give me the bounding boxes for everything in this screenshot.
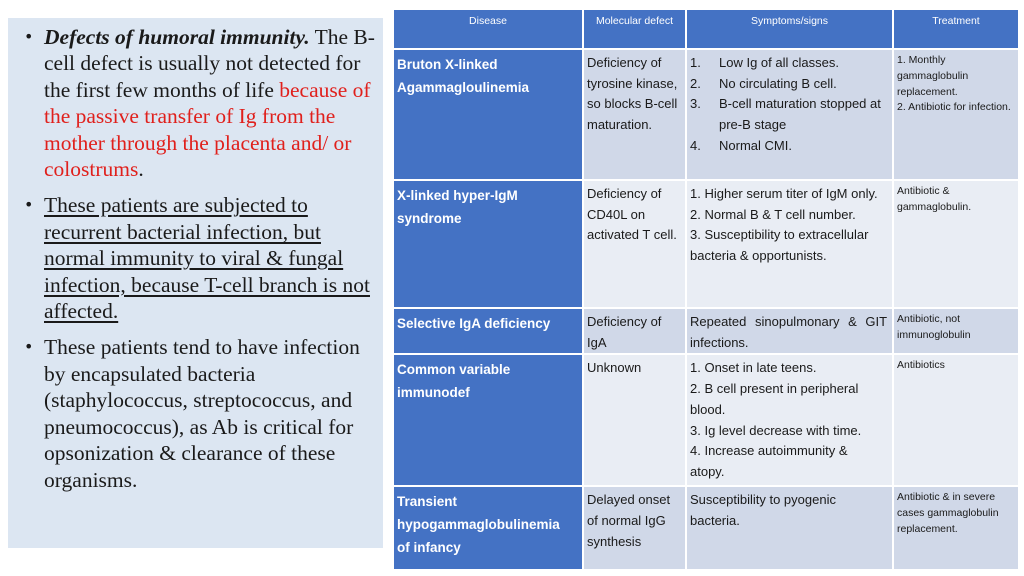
symptom-line: infections. xyxy=(690,334,749,350)
symptom-item: pre-B stage xyxy=(719,117,787,133)
symptoms-cell xyxy=(686,308,893,354)
bullet-encapsulated-bacteria xyxy=(18,334,375,492)
disease-line: Selective IgA deficiency xyxy=(397,316,551,331)
table-row xyxy=(393,49,1019,180)
bullet-icon: • xyxy=(24,337,34,357)
disease-cell xyxy=(393,354,583,486)
treatment-line: Antibiotics xyxy=(897,359,945,372)
symptom-item: 3. B-cell maturation stopped at xyxy=(690,96,881,112)
molecular-line: CD40L on xyxy=(587,206,646,222)
bullet-highlight: because of the passive transfer of Ig from the mother through the placenta and/ or colostrums xyxy=(44,77,371,182)
treatment-cell xyxy=(893,49,1019,180)
bullet-recurrent-infection xyxy=(18,192,375,324)
symptoms-cell xyxy=(686,49,893,180)
molecular-line: tyrosine kinase, xyxy=(587,75,678,91)
immunodeficiency-table xyxy=(392,8,1018,566)
symptom-item: 4. Normal CMI. xyxy=(690,137,792,153)
symptom-line: 4. Increase autoimmunity & xyxy=(690,443,848,459)
disease-line: immunodef xyxy=(397,385,470,401)
bullet-title: Defects of humoral immunity. xyxy=(44,25,310,49)
notes-panel xyxy=(8,18,383,548)
symptom-item: 2. No circulating B cell. xyxy=(690,75,837,91)
symptoms-cell xyxy=(686,180,893,308)
symptoms-cell xyxy=(686,354,893,486)
table-row xyxy=(393,486,1019,570)
header-treatment: Treatment xyxy=(893,9,1019,49)
symptom-line: 2. B cell present in peripheral xyxy=(690,381,859,397)
symptom-line: atopy. xyxy=(690,463,725,479)
table-row xyxy=(393,354,1019,486)
symptom-line: 3. Susceptibility to extracellular xyxy=(690,227,869,243)
symptom-line: blood. xyxy=(690,401,726,417)
molecular-line: Deficiency of xyxy=(587,314,662,329)
molecular-line: Deficiency of xyxy=(587,55,662,70)
molecular-line: Unknown xyxy=(587,360,642,376)
disease-cell xyxy=(393,49,583,180)
bullet-text: These patients are subjected to recurrent bacterial infection, but normal immunity to viral & fungal infection, because T-cell branch is not affected. xyxy=(44,193,370,324)
disease-cell xyxy=(393,180,583,308)
treatment-cell xyxy=(893,486,1019,570)
disease-cell xyxy=(393,308,583,354)
disease-line: hypogammaglobulinemia xyxy=(397,517,560,533)
symptom-line: Susceptibility to pyogenic xyxy=(690,492,836,508)
treatment-line: Antibiotic & gammaglobulin. xyxy=(897,185,972,213)
bullet-end: . xyxy=(138,157,144,182)
molecular-cell xyxy=(583,49,686,180)
disease-line: Transient xyxy=(397,494,458,510)
bullet-text: The B-cell defect is usually not detected for the first few months of life xyxy=(44,25,375,102)
bullet-humoral-defects xyxy=(18,24,375,182)
symptom-line: 2. Normal B & T cell number. xyxy=(690,206,856,222)
symptom-line: 1. Onset in late teens. xyxy=(690,360,817,376)
disease-line: Common variable xyxy=(397,362,511,378)
bullet-text: These patients tend to have infection by encapsulated bacteria (staphylococcus, streptococcus, and pneumococcus), as Ab is critical for opsonization & clearance of these organisms. xyxy=(44,335,360,492)
disease-line: syndrome xyxy=(397,211,462,226)
molecular-line: Deficiency of xyxy=(587,186,662,201)
disease-line: Agammagloulinemia xyxy=(397,80,530,95)
treatment-line: Antibiotic & in severe cases gammaglobulin replacement. xyxy=(897,491,999,536)
bullet-icon: • xyxy=(24,195,34,215)
bullet-icon: • xyxy=(24,27,34,46)
molecular-line: maturation. xyxy=(587,117,653,133)
bullet-list xyxy=(18,24,375,493)
disease-line: X-linked hyper-IgM xyxy=(397,188,518,203)
molecular-cell xyxy=(583,486,686,570)
header-symptoms: Symptoms/signs xyxy=(686,9,893,49)
symptom-line: bacteria & opportunists. xyxy=(690,248,827,264)
symptom-line: Repeated sinopulmonary & GIT xyxy=(690,314,888,329)
disease-cell xyxy=(393,486,583,570)
molecular-line: IgA xyxy=(587,334,607,350)
header-disease: Disease xyxy=(393,9,583,49)
symptoms-cell xyxy=(686,486,893,570)
molecular-cell xyxy=(583,308,686,354)
symptom-line: 3. Ig level decrease with time. xyxy=(690,422,862,438)
header-molecular-defect: Molecular defect xyxy=(583,9,686,49)
molecular-line: of normal IgG xyxy=(587,513,666,529)
molecular-cell xyxy=(583,180,686,308)
treatment-cell xyxy=(893,354,1019,486)
symptom-line: 1. Higher serum titer of IgM only. xyxy=(690,186,878,201)
molecular-line: activated T cell. xyxy=(587,227,677,243)
molecular-line: synthesis xyxy=(587,533,642,549)
molecular-line: Delayed onset xyxy=(587,492,671,508)
treatment-cell xyxy=(893,180,1019,308)
disease-line: Bruton X-linked xyxy=(397,57,498,72)
treatment-line: Antibiotic, not immunoglobulin xyxy=(897,313,971,341)
molecular-line: so blocks B-cell xyxy=(587,96,678,112)
table-row xyxy=(393,180,1019,308)
treatment-cell xyxy=(893,308,1019,354)
molecular-cell xyxy=(583,354,686,486)
symptom-line: bacteria. xyxy=(690,513,740,529)
symptom-item: 1. Low Ig of all classes. xyxy=(690,55,839,70)
disease-line: of infancy xyxy=(397,540,461,556)
table-row xyxy=(393,308,1019,354)
treatment-line: 1. Monthly gammaglobulin replacement. xyxy=(897,54,969,98)
treatment-line: 2. Antibiotic for infection. xyxy=(897,101,1011,113)
